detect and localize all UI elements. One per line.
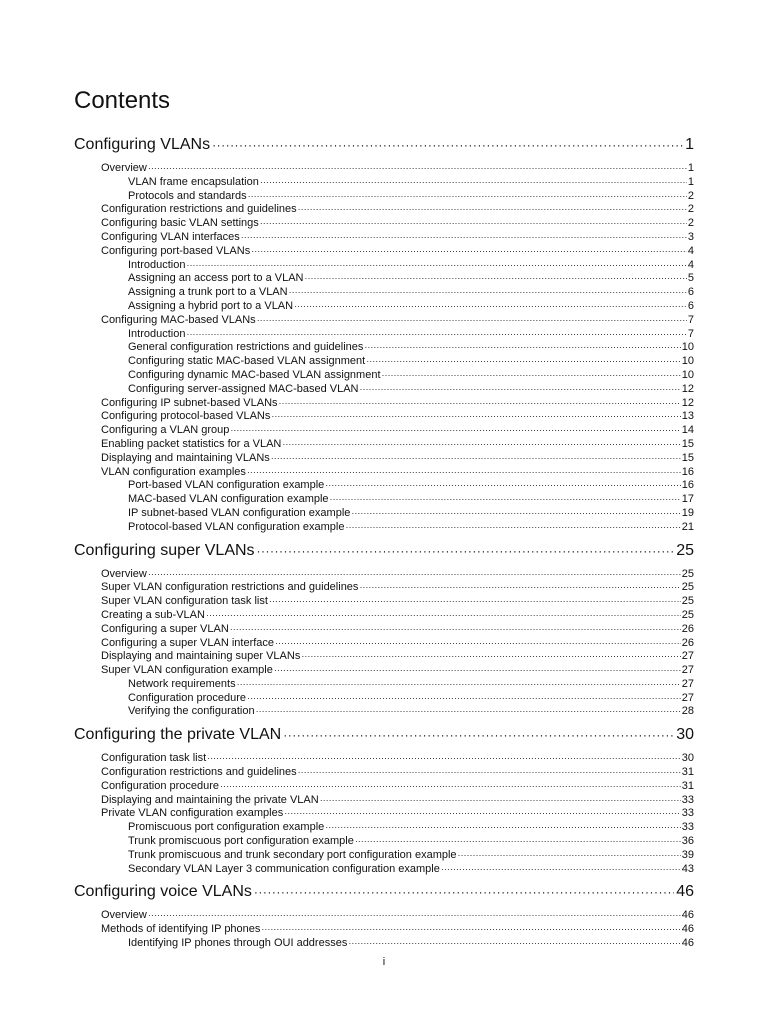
page-number-footer: i [382,956,386,968]
dot-leader [212,134,683,156]
toc-chapter[interactable] [74,540,694,562]
dot-leader [359,581,680,595]
toc-section[interactable] [101,397,694,411]
toc-section[interactable] [101,766,694,780]
toc-entry-title: Trunk promiscuous port configuration example [128,835,354,848]
toc-chapter[interactable] [74,724,694,746]
dot-leader [284,807,681,821]
toc-subsection[interactable] [128,383,694,397]
toc-chapter-page: 30 [676,726,694,744]
dot-leader [298,203,687,217]
dot-leader [274,664,681,678]
toc-subsection[interactable] [128,286,694,300]
toc-entry-title: Configuring server-assigned MAC-based VLAN [128,382,359,395]
toc-entry-page: 10 [681,355,694,368]
toc-entry-title: Overview [101,909,147,922]
toc-entry-title: Port-based VLAN configuration example [128,479,325,492]
toc-entry-page: 10 [681,341,694,354]
toc-entry-title: Assigning a trunk port to a VLAN [128,286,288,299]
toc-entry-page: 46 [681,937,694,950]
toc-entry-page: 39 [681,848,694,861]
toc-entry-page: 25 [681,567,694,580]
toc-entry-title: Super VLAN configuration example [101,664,273,677]
dot-leader [247,692,681,706]
toc-entry-page: 33 [681,821,694,834]
toc-entry-title: Secondary VLAN Layer 3 communication configuration example [128,862,440,875]
toc-entry-page: 4 [687,244,694,257]
dot-leader [441,863,681,877]
toc-section[interactable] [101,217,694,231]
toc-entry-page: 7 [687,327,694,340]
dot-leader [251,245,687,259]
dot-leader [207,752,681,766]
toc-entry-page: 5 [687,272,694,285]
dot-leader [148,909,681,923]
dot-leader [304,272,686,286]
toc-section[interactable] [101,752,694,766]
toc-entry-page: 1 [687,175,694,188]
dot-leader [230,623,681,637]
toc-subsection[interactable] [128,369,694,383]
toc-entry-title: Enabling packet statistics for a VLAN [101,437,282,450]
toc-subsection[interactable] [128,190,694,204]
toc-entry-title: Methods of identifying IP phones [101,923,261,936]
toc-entry-page: 17 [681,493,694,506]
toc-section[interactable] [101,807,694,821]
toc-entry-page: 13 [681,410,694,423]
toc-entry-page: 33 [681,793,694,806]
toc-entry-title: Private VLAN configuration examples [101,807,284,820]
dot-leader [220,780,681,794]
toc-entry-title: Configuration restrictions and guidelines [101,766,297,779]
toc-chapter-page: 1 [685,136,694,153]
toc-section[interactable] [101,664,694,678]
toc-entry-title: Configuring a super VLAN [101,622,229,635]
toc-entry-page: 26 [681,636,694,649]
toc-subsection[interactable] [128,692,694,706]
toc-section[interactable] [101,595,694,609]
toc-subsection[interactable] [128,272,694,286]
dot-leader [351,507,680,521]
toc-subsection[interactable] [128,341,694,355]
dot-leader [148,162,687,176]
dot-leader [345,521,680,535]
toc-section[interactable] [101,923,694,937]
toc-entry-page: 27 [681,650,694,663]
dot-leader [260,176,687,190]
toc-subsection[interactable] [128,835,694,849]
toc-entry-page: 31 [681,779,694,792]
toc-entry-title: Configuring a VLAN group [101,424,230,437]
dot-leader [364,341,680,355]
toc-entry-page: 15 [681,451,694,464]
toc-entry-title: Displaying and maintaining VLANs [101,451,270,464]
toc-entry-title: Configuring IP subnet-based VLANs [101,396,278,409]
toc-entry-page: 46 [681,923,694,936]
dot-leader [458,849,681,863]
toc-entry-title: Configuring static MAC-based VLAN assignment [128,355,366,368]
toc-entry-title: Displaying and maintaining super VLANs [101,650,301,663]
toc-entry-title: MAC-based VLAN configuration example [128,493,329,506]
toc-chapter-page: 25 [676,541,694,559]
toc-entry-page: 3 [687,230,694,243]
dot-leader [254,881,674,903]
toc-section[interactable] [101,780,694,794]
dot-leader [360,383,681,397]
dot-leader [289,286,687,300]
toc-entry-title: General configuration restrictions and guidelines [128,341,364,354]
toc-entry-page: 15 [681,437,694,450]
toc-entry-page: 16 [681,465,694,478]
toc-section[interactable] [101,581,694,595]
toc-subsection[interactable] [128,176,694,190]
dot-leader [366,355,681,369]
dot-leader [257,540,675,562]
toc-entry-page: 16 [681,479,694,492]
toc-subsection[interactable] [128,328,694,342]
toc-section[interactable] [101,650,694,664]
toc-entry-title: Network requirements [128,677,236,690]
toc-entry-title: Displaying and maintaining the private VLAN [101,793,319,806]
dot-leader [261,923,680,937]
toc-subsection[interactable] [128,937,694,951]
toc-entry-title: Creating a sub-VLAN [101,608,205,621]
toc-entry-page: 6 [687,299,694,312]
dot-leader [148,568,681,582]
toc-entry-page: 33 [681,807,694,820]
toc-section[interactable] [101,794,694,808]
toc-section[interactable] [101,203,694,217]
toc-entry-page: 30 [681,752,694,765]
toc-section[interactable] [101,410,694,424]
toc-subsection[interactable] [128,259,694,273]
toc-entry-title: Configuring dynamic MAC-based VLAN assignment [128,368,381,381]
toc-chapter-title: Configuring super VLANs [74,541,255,559]
toc-entry-page: 46 [681,909,694,922]
toc-entry-page: 28 [681,705,694,718]
toc-entry-page: 14 [681,424,694,437]
dot-leader [247,466,681,480]
toc-entry-page: 12 [681,382,694,395]
toc-entry-page: 27 [681,664,694,677]
toc-subsection[interactable] [128,849,694,863]
toc-subsection[interactable] [128,355,694,369]
dot-leader [241,231,687,245]
toc-entry-title: Configuring a super VLAN interface [101,636,275,649]
toc-entry-page: 21 [681,520,694,533]
toc-entry-title: Promiscuous port configuration example [128,821,325,834]
dot-leader [256,705,681,719]
dot-leader [206,609,681,623]
toc-entry-page: 6 [687,286,694,299]
toc-entry-title: Overview [101,567,147,580]
dot-leader [283,724,674,746]
toc-subsection[interactable] [128,705,694,719]
toc-entry-title: Protocols and standards [128,189,247,202]
toc-entry-title: Trunk promiscuous and trunk secondary port configuration example [128,848,457,861]
toc-section[interactable] [101,909,694,923]
dot-leader [257,314,687,328]
toc-entry-page: 25 [681,595,694,608]
dot-leader [301,650,680,664]
dot-leader [325,479,680,493]
dot-leader [282,438,680,452]
toc-chapter-title: Configuring the private VLAN [74,726,282,744]
dot-leader [294,300,687,314]
toc-entry-title: Configuration restrictions and guidelines [101,203,297,216]
dot-leader [271,452,681,466]
toc-subsection[interactable] [128,300,694,314]
toc-entry-page: 2 [687,203,694,216]
toc-entry-title: Overview [101,162,147,174]
toc-entry-title: Configuring VLAN interfaces [101,230,240,243]
toc-entry-title: VLAN configuration examples [101,465,246,478]
dot-leader [330,493,681,507]
toc-entry-page: 36 [681,835,694,848]
dot-leader [275,637,681,651]
toc-entry-title: Configuring port-based VLANs [101,244,251,257]
toc-section[interactable] [101,314,694,328]
toc-subsection[interactable] [128,521,694,535]
toc-entry-title: IP subnet-based VLAN configuration example [128,506,351,519]
toc-entry-title: Verifying the configuration [128,705,255,718]
toc-entry-title: Configuration task list [101,752,207,765]
toc-section[interactable] [101,424,694,438]
toc-chapter[interactable] [74,134,694,156]
toc-entry-page: 7 [687,313,694,326]
toc-chapter[interactable] [74,881,694,903]
toc-entry-title: Identifying IP phones through OUI addresses [128,937,348,950]
toc-subsection[interactable] [128,507,694,521]
toc-section[interactable] [101,568,694,582]
toc-entry-page: 4 [687,258,694,271]
toc-entry-page: 1 [687,162,694,174]
toc-entry-title: Configuration procedure [128,691,247,704]
dot-leader [248,190,687,204]
toc-entry-title: Configuring protocol-based VLANs [101,410,271,423]
toc-entry-title: Configuration procedure [101,779,220,792]
dot-leader [271,410,680,424]
toc-entry-title: Configuring MAC-based VLANs [101,313,256,326]
toc-entry-page: 43 [681,862,694,875]
toc-entry-page: 2 [687,217,694,230]
toc-section[interactable] [101,623,694,637]
toc-section[interactable] [101,452,694,466]
dot-leader [230,424,680,438]
toc-entry-title: Introduction [128,327,186,340]
toc-subsection[interactable] [128,493,694,507]
dot-leader [279,397,681,411]
toc-section[interactable] [101,231,694,245]
dot-leader [355,835,681,849]
toc-entry-page: 25 [681,581,694,594]
toc-section[interactable] [101,609,694,623]
page-title: Contents [74,87,171,114]
dot-leader [320,794,681,808]
toc-entry-page: 2 [687,189,694,202]
toc-entry-page: 12 [681,396,694,409]
dot-leader [348,937,680,951]
toc-entry-page: 27 [681,677,694,690]
toc-section[interactable] [101,245,694,259]
table-of-contents [0,134,768,951]
toc-subsection[interactable] [128,479,694,493]
toc-section[interactable] [101,438,694,452]
toc-entry-page: 27 [681,691,694,704]
dot-leader [237,678,681,692]
dot-leader [186,328,686,342]
toc-entry-title: Protocol-based VLAN configuration example [128,520,345,533]
dot-leader [260,217,687,231]
toc-entry-title: Assigning a hybrid port to a VLAN [128,299,294,312]
dot-leader [382,369,681,383]
toc-subsection[interactable] [128,863,694,877]
toc-entry-title: Super VLAN configuration restrictions and guidelines [101,581,359,594]
toc-entry-title: Configuring basic VLAN settings [101,217,259,230]
toc-entry-title: Assigning an access port to a VLAN [128,272,304,285]
dot-leader [298,766,681,780]
toc-chapter-title: Configuring voice VLANs [74,883,252,901]
toc-subsection[interactable] [128,678,694,692]
toc-section[interactable] [101,637,694,651]
toc-section[interactable] [101,466,694,480]
toc-chapter-title: Configuring VLANs [74,136,211,153]
dot-leader [186,259,686,273]
toc-chapter-page: 46 [676,883,694,901]
toc-entry-page: 31 [681,766,694,779]
toc-entry-page: 19 [681,506,694,519]
dot-leader [325,821,680,835]
toc-entry-page: 25 [681,608,694,621]
toc-entry-title: VLAN frame encapsulation [128,175,259,188]
toc-section[interactable] [101,162,694,176]
toc-entry-page: 10 [681,368,694,381]
dot-leader [269,595,681,609]
toc-subsection[interactable] [128,821,694,835]
toc-entry-title: Introduction [128,258,186,271]
toc-entry-page: 26 [681,622,694,635]
toc-entry-title: Super VLAN configuration task list [101,595,268,608]
